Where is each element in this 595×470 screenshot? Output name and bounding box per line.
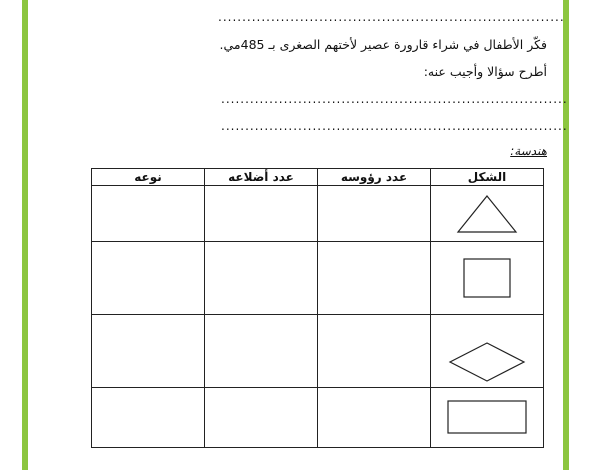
vertices-answer-cell[interactable] <box>318 242 431 315</box>
top-answer-line: ........................................................................ <box>218 10 565 24</box>
type-answer-cell[interactable] <box>92 186 205 242</box>
question-text: فكّر الأطفال في شراء قارورة عصير لأختهم الصغرى بـ 485مي. <box>219 37 547 52</box>
shape-cell <box>431 314 544 387</box>
table-row <box>92 314 544 387</box>
sides-answer-cell[interactable] <box>205 314 318 387</box>
square-icon <box>462 257 512 299</box>
header-shape: الشكل <box>431 169 544 186</box>
table-row <box>92 387 544 447</box>
sides-answer-cell[interactable] <box>205 387 318 447</box>
rectangle-icon <box>446 399 528 435</box>
header-type: نوعه <box>92 169 205 186</box>
shape-cell <box>431 387 544 447</box>
type-answer-cell[interactable] <box>92 314 205 387</box>
rhombus-icon <box>447 341 527 383</box>
section-title: هندسة: <box>510 144 547 158</box>
type-answer-cell[interactable] <box>92 387 205 447</box>
page-border-left <box>22 0 28 470</box>
vertices-answer-cell[interactable] <box>318 186 431 242</box>
table-row <box>92 242 544 315</box>
answer-line-2: ........................................................................ <box>221 119 568 133</box>
table-header-row <box>92 169 544 186</box>
triangle-icon <box>455 193 519 235</box>
shape-cell <box>431 242 544 315</box>
header-sides: عدد أضلاعه <box>205 169 318 186</box>
geometry-table <box>91 168 544 448</box>
table-row <box>92 186 544 242</box>
instruction-text: أطرح سؤالا وأجيب عنه: <box>423 64 547 79</box>
shape-cell <box>431 186 544 242</box>
header-vertices: عدد رؤوسه <box>318 169 431 186</box>
answer-line-1: ........................................................................ <box>221 92 568 106</box>
vertices-answer-cell[interactable] <box>318 387 431 447</box>
sides-answer-cell[interactable] <box>205 186 318 242</box>
type-answer-cell[interactable] <box>92 242 205 315</box>
sides-answer-cell[interactable] <box>205 242 318 315</box>
vertices-answer-cell[interactable] <box>318 314 431 387</box>
page-border-right <box>563 0 569 470</box>
